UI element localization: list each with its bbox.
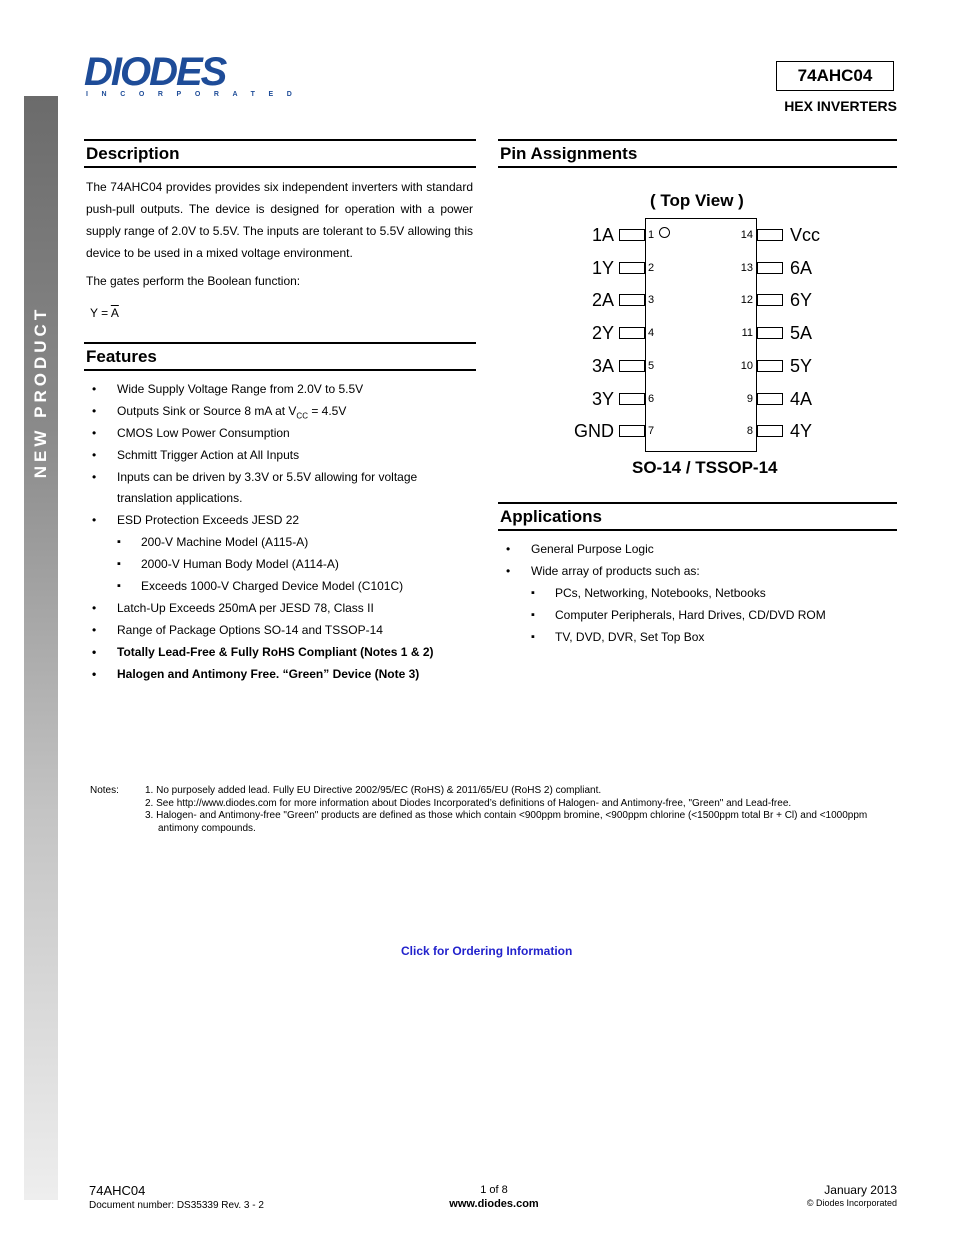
sub-list-item: ▪ TV, DVD, DVR, Set Top Box: [502, 627, 897, 649]
pin-name: Vcc: [790, 225, 821, 245]
list-item: • Schmitt Trigger Action at All Inputs: [88, 445, 478, 467]
list-item: • Latch-Up Exceeds 250mA per JESD 78, Class II: [88, 598, 478, 620]
pin-lead: [619, 425, 645, 437]
pin-number: 9: [746, 392, 753, 405]
features-list: [88, 379, 478, 685]
ordering-information-link[interactable]: Click for Ordering Information: [401, 944, 573, 958]
note-item: 3. Halogen- and Antimony-free "Green" products are defined as those which contain <900ppm bromine, <900ppm chlorine (<1500ppm total Br + Cl) and <1000ppm antimony compounds.: [145, 810, 868, 834]
document-subtitle: HEX INVERTERS: [784, 98, 897, 114]
pin-lead: [619, 393, 645, 405]
pin-number: 10: [740, 359, 753, 372]
pin-name: 3A: [591, 355, 614, 376]
sub-list-item: ▪ 200-V Machine Model (A115-A): [88, 532, 478, 554]
pin-number: 12: [740, 294, 753, 307]
pin-lead: [757, 393, 783, 405]
equation-rhs: $\overline{A}$: [110, 306, 119, 320]
pin-name: 6A: [790, 257, 813, 278]
description-heading: Description: [84, 139, 476, 168]
pin-lead: [757, 229, 783, 241]
logo-subtext: INCORPORATED: [86, 91, 306, 98]
boolean-intro: The gates perform the Boolean function:: [86, 274, 301, 288]
applications-list: [502, 539, 897, 648]
pin-number: 8: [746, 425, 753, 438]
footer-document-number: Document number: DS35339 Rev. 3 - 2: [89, 1200, 264, 1211]
pin-lead: [757, 425, 783, 437]
pin-lead: [619, 262, 645, 274]
pin-name: 2A: [591, 290, 614, 311]
pin-name: 3Y: [591, 388, 614, 409]
note-item: 1. No purposely added lead. Fully EU Directive 2002/95/EC (RoHS) & 2011/65/EU (RoHS 2) compliant.: [145, 785, 602, 796]
list-item: • Wide Supply Voltage Range from 2.0V to 5.5V: [88, 379, 478, 401]
pin-lead: [757, 360, 783, 372]
pin1-marker-icon: [659, 227, 670, 238]
list-item-continuation: translation applications.: [117, 491, 243, 506]
pin-name: 1Y: [591, 257, 614, 278]
pin-name: 4Y: [790, 421, 813, 442]
list-item: • General Purpose Logic: [502, 539, 897, 561]
pin-name: 6Y: [790, 290, 813, 311]
pin-name: 5A: [790, 323, 813, 344]
footer-website-link[interactable]: www.diodes.com: [449, 1198, 539, 1210]
part-number-box: 74AHC04: [776, 61, 894, 91]
list-item: • Inputs can be driven by 3.3V or 5.5V allowing for voltage: [88, 467, 478, 489]
applications-heading: Applications: [498, 502, 897, 531]
pin-lead: [757, 294, 783, 306]
new-product-sidebar: [24, 96, 58, 1200]
list-item: • Outputs Sink or Source 8 mA at $V_{CC} = 4.5V$: [88, 401, 478, 423]
footer-right: [807, 1183, 897, 1210]
sidebar-label: NEW PRODUCT: [31, 305, 50, 479]
pin-number: 14: [740, 229, 753, 241]
list-item: • Totally Lead-Free & Fully RoHS Compliant (Notes 1 & 2): [88, 642, 478, 664]
pin-number: 11: [741, 327, 753, 340]
pin-number: 7: [648, 425, 655, 438]
pin-lead: [757, 327, 783, 339]
package-label: SO-14 / TSSOP-14: [632, 458, 778, 477]
pin-name: 5Y: [790, 355, 813, 376]
footer-date: January 2013: [824, 1183, 897, 1197]
top-view-label: ( Top View ): [650, 191, 744, 210]
description-paragraph: The 74AHC04 provides provides six independent inverters with standard push-pull outputs. The device is designed for operation with a power supply range of 2.0V to 5.5V. The inputs are tolerant to 5.5V allowing this device to be used in a mixed voltage environment.: [86, 180, 473, 260]
pin-number: 1: [648, 229, 655, 241]
list-item: • Halogen and Antimony Free. “Green” Device (Note 3): [88, 664, 478, 686]
pin-number: 4: [648, 327, 655, 340]
diodes-logo: [84, 52, 305, 98]
pin-lead: [619, 360, 645, 372]
footer-center: [449, 1183, 538, 1211]
list-item: • ESD Protection Exceeds JESD 22: [88, 510, 478, 532]
pin-number: 3: [648, 294, 655, 307]
pin-lead: [619, 294, 645, 306]
equation-lhs: Y =: [90, 306, 111, 320]
notes-list: [145, 785, 885, 835]
description-body: [86, 176, 473, 292]
footer-part-number: 74AHC04: [89, 1183, 146, 1198]
pin-name: GND: [574, 421, 614, 442]
sub-list-item: ▪ Computer Peripherals, Hard Drives, CD/DVD ROM: [502, 605, 897, 627]
ic-package-body: [645, 218, 757, 452]
sub-list-item: ▪ Exceeds 1000-V Charged Device Model (C101C): [88, 576, 478, 598]
boolean-equation: [90, 306, 119, 320]
footer-copyright: © Diodes Incorporated: [806, 1198, 897, 1208]
footer-left: [89, 1183, 264, 1212]
pin-number: 5: [648, 359, 655, 372]
pin-number: 13: [740, 261, 753, 274]
pin-lead: [619, 327, 645, 339]
sub-list-item: ▪ 2000-V Human Body Model (A114-A): [88, 554, 478, 576]
sub-list-item: ▪ PCs, Networking, Notebooks, Netbooks: [502, 583, 897, 605]
note-item: 2. See http://www.diodes.com for more information about Diodes Incorporated’s definitions of Halogen- and Antimony-free, "Green" and Lead-free.: [145, 797, 792, 809]
logo-wordmark: DIODES: [84, 50, 226, 94]
pin-assignments-heading: Pin Assignments: [498, 139, 897, 168]
pin-name: 2Y: [591, 323, 614, 344]
pin-name: 1A: [591, 225, 614, 245]
pin-name: 4A: [790, 388, 813, 409]
list-item: • Range of Package Options SO-14 and TSSOP-14: [88, 620, 478, 642]
list-item: • Wide array of products such as:: [502, 561, 897, 583]
pin-number: 6: [648, 392, 655, 405]
notes-label: Notes:: [90, 785, 119, 796]
footer-page-number: 1 of 8: [480, 1184, 508, 1196]
pin-lead: [757, 262, 783, 274]
pin-lead: [619, 229, 645, 241]
features-heading: Features: [84, 342, 476, 371]
pin-number: 2: [648, 261, 655, 274]
list-item: • CMOS Low Power Consumption: [88, 423, 478, 445]
